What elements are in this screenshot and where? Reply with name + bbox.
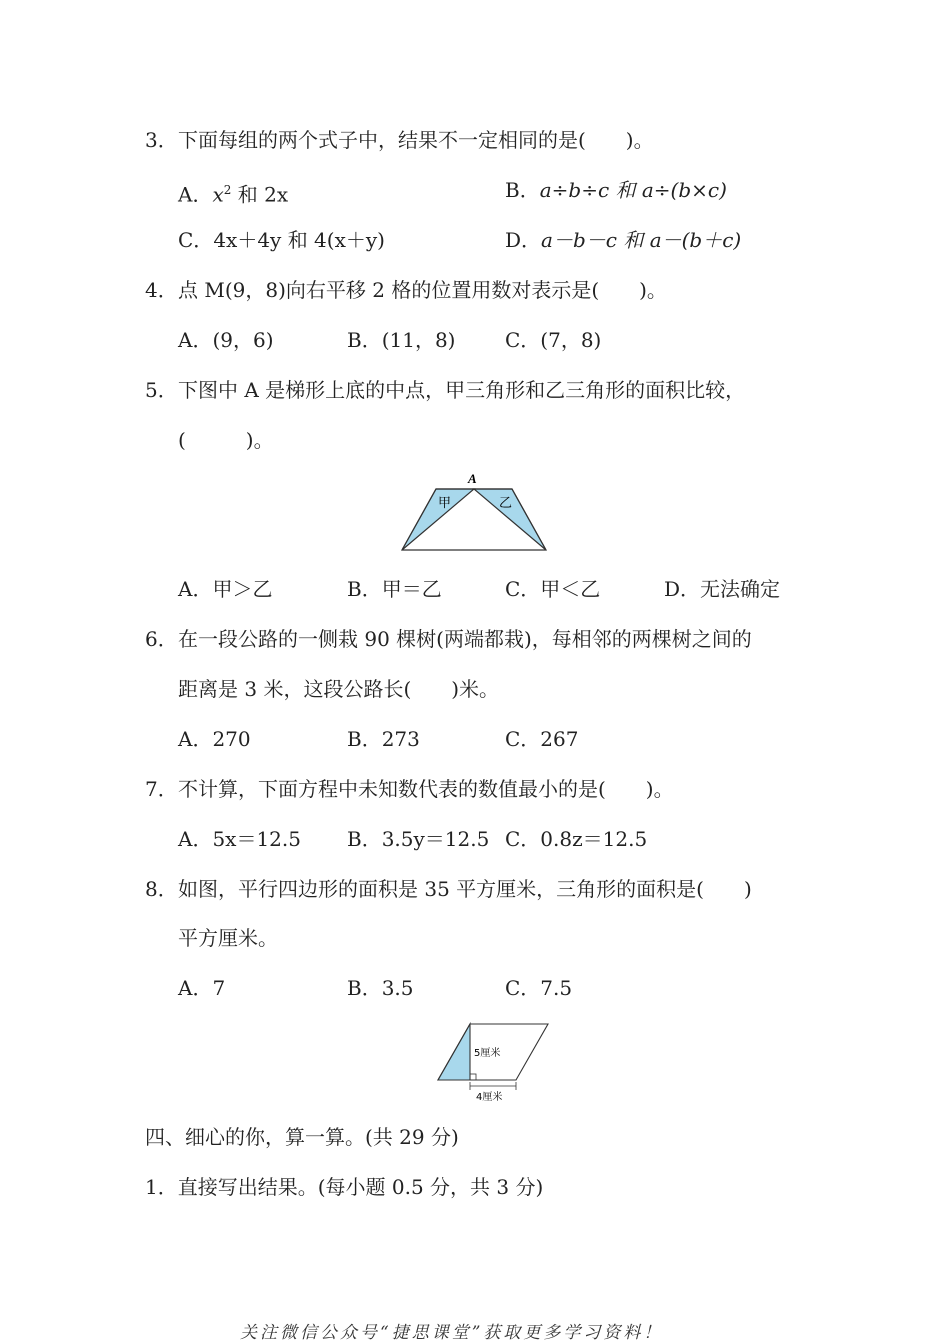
q5-stem-line2: ( )。 (178, 428, 274, 452)
label-yi: 乙 (499, 496, 513, 511)
q5-stem-line1: 下图中 A 是梯形上底的中点，甲三角形和乙三角形的面积比较， (178, 378, 746, 402)
q7-number: 7． (145, 777, 178, 801)
parallelogram-figure (428, 1018, 552, 1104)
q4-option-c: C．(7，8) (505, 328, 602, 352)
point-a-label: A (468, 471, 477, 486)
q5-option-c: C．甲＜乙 (505, 577, 601, 601)
q3-number: 3． (145, 128, 178, 152)
q7-option-b: B．3.5y＝12.5 (347, 827, 490, 851)
q5-option-d: D．无法确定 (664, 577, 781, 601)
label-jia: 甲 (438, 496, 452, 511)
q8-option-a: A．7 (178, 976, 226, 1000)
q7-option-c: C．0.8z＝12.5 (505, 827, 648, 851)
q4-option-a: A．(9，6) (178, 328, 274, 352)
q7-option-a: A．5x＝12.5 (178, 827, 301, 851)
right-angle-mark (470, 1074, 476, 1080)
q4-number: 4． (145, 278, 178, 302)
q8-stem-line2: 平方厘米。 (178, 926, 278, 950)
q8-option-c: C．7.5 (505, 976, 573, 1000)
q4-option-b: B．(11，8) (347, 328, 456, 352)
base-label: 4厘米 (476, 1092, 503, 1103)
footer-note: 关注微信公众号“捷思课堂”获取更多学习资料！ (240, 1323, 664, 1343)
height-label: 5厘米 (474, 1048, 501, 1059)
q4-stem: 点 M(9，8)向右平移 2 格的位置用数对表示是( )。 (178, 278, 667, 302)
section-4-title: 四、细心的你，算一算。(共 29 分) (145, 1125, 459, 1149)
q8-option-b: B．3.5 (347, 976, 414, 1000)
q3-option-a: A．$x^2$ 和 2x (178, 182, 289, 207)
q6-option-a: A．270 (178, 727, 251, 751)
q6-option-c: C．267 (505, 727, 579, 751)
q6-stem-line2: 距离是 3 米，这段公路长( )米。 (178, 677, 500, 701)
q6-number: 6． (145, 627, 178, 651)
q3-option-b: B．a÷b÷c 和 a÷(b×c) (505, 178, 727, 202)
q3-option-d: D．a－b－c 和 a－(b＋c) (505, 228, 742, 252)
q3-option-c: C．4x＋4y 和 4(x＋y) (178, 228, 385, 252)
q7-stem: 不计算，下面方程中未知数代表的数值最小的是( )。 (178, 777, 674, 801)
q8-number: 8． (145, 877, 178, 901)
q5-option-a: A．甲＞乙 (178, 577, 273, 601)
q5-number: 5． (145, 378, 178, 402)
q3-stem: 下面每组的两个式子中，结果不一定相同的是( )。 (178, 128, 654, 152)
section-4-q1: 1．直接写出结果。(每小题 0.5 分，共 3 分) (145, 1175, 544, 1199)
trapezoid-figure (398, 470, 550, 554)
q6-option-b: B．273 (347, 727, 420, 751)
q6-stem-line1: 在一段公路的一侧栽 90 棵树(两端都栽)，每相邻的两棵树之间的 (178, 627, 752, 651)
q5-option-b: B．甲＝乙 (347, 577, 442, 601)
q8-stem-line1: 如图，平行四边形的面积是 35 平方厘米，三角形的面积是( ) (178, 877, 752, 901)
